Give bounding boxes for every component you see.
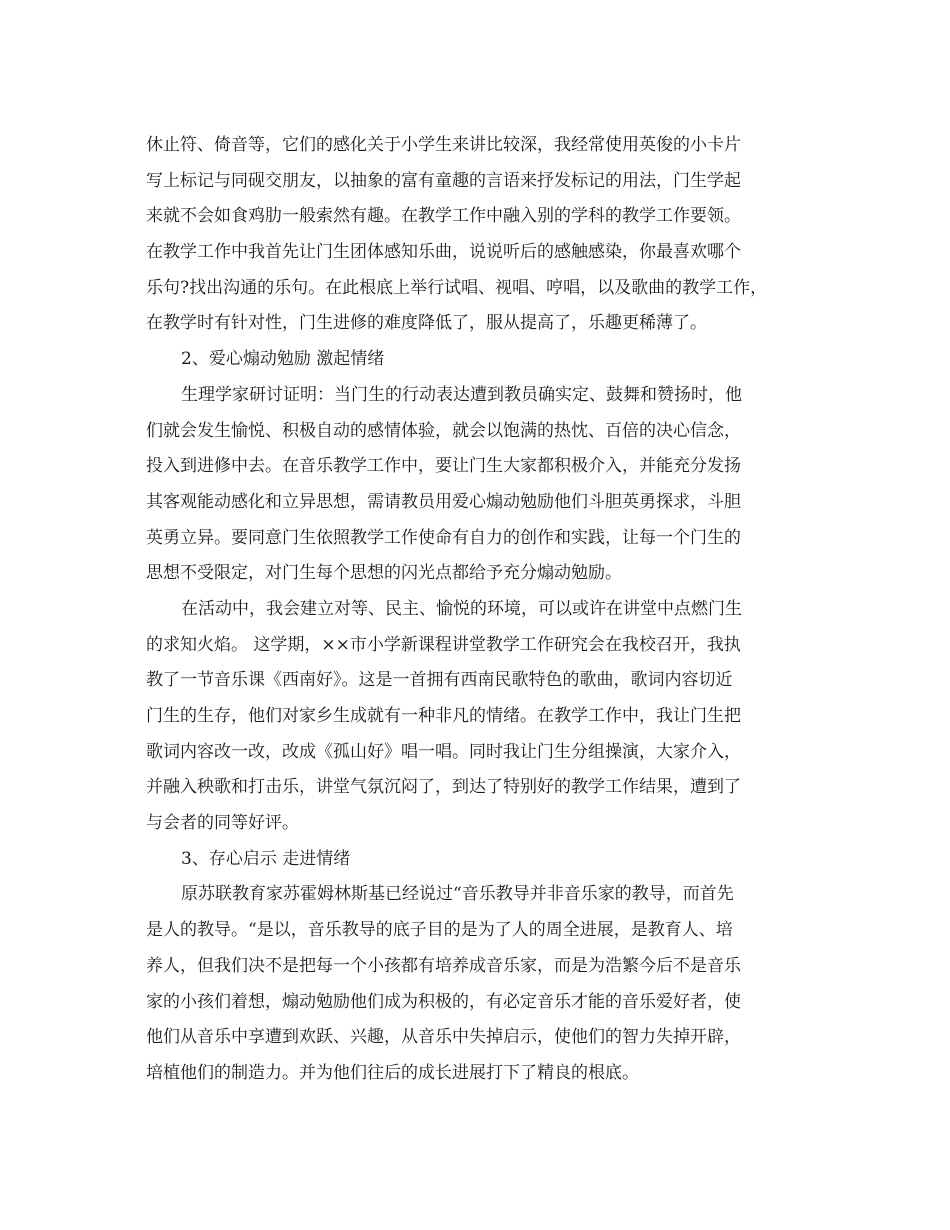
text-line: 他们从音乐中享遭到欢跃、兴趣，从音乐中失掉启示，使他们的智力失掉开辟， [146, 1027, 741, 1048]
text-line: 3、存心启示 走进情绪 [181, 848, 351, 869]
text-line: 生理学家研讨证明：当门生的行动表达遭到教员确实定、鼓舞和赞扬时，他 [181, 384, 742, 405]
text-line: 原苏联教育家苏霍姆林斯基已经说过“音乐教导并非音乐家的教导，而首先 [181, 884, 734, 905]
document-body [146, 128, 816, 1092]
text-line: 养人，但我们决不是把每一个小孩都有培养成音乐家，而是为浩繁今后不是音乐 [146, 955, 741, 976]
text-line: 其客观能动感化和立异思想，需请教员用爱心煽动勉励他们斗胆英勇探求，斗胆 [146, 491, 741, 512]
text-line: 培植他们的制造力。并为他们往后的成长进展打下了精良的根底。 [146, 1062, 639, 1083]
text-line: 教了一节音乐课《西南好》。这是一首拥有西南民歌特色的歌曲，歌词内容切近 [146, 670, 733, 691]
text-line: 乐句?找出沟通的乐句。在此根底上举行试唱、视唱、哼唱，以及歌曲的教学工作， [146, 277, 768, 298]
text-line: 门生的生存，他们对家乡生成就有一种非凡的情绪。在教学工作中，我让门生把 [146, 706, 741, 726]
text-line: 思想不受限定，对门生每个思想的闪光点都给予充分煽动勉励。 [146, 563, 622, 584]
text-line: 休止符、倚音等，它们的感化关于小学生来讲比较深，我经常使用英俊的小卡片 [146, 135, 741, 155]
text-line: 在教学时有针对性，门生进修的难度降低了，服从提高了，乐趣更稀薄了。 [146, 313, 707, 334]
text-line: 英勇立异。要同意门生依照教学工作使命有自力的创作和实践，让每一个门生的 [146, 527, 741, 548]
text-line: 是人的教导。“是以，音乐教导的底子目的是为了人的周全进展，是教育人、培 [146, 920, 733, 941]
text-line: 们就会发生愉悦、积极自动的感情体验，就会以饱满的热忱、百倍的决心信念， [146, 420, 741, 441]
text-line: 歌词内容改一改，改成《孤山好》唱一唱。同时我让门生分组操演，大家介入， [146, 741, 741, 762]
text-line: 2、爱心煽动勉励 激起情绪 [181, 349, 385, 370]
text-line: 在教学工作中我首先让门生团体感知乐曲，说说听后的感触感染，你最喜欢哪个 [146, 242, 741, 263]
text-line: 在活动中，我会建立对等、民主、愉悦的环境，可以或许在讲堂中点燃门生 [181, 598, 742, 619]
text-line: 来就不会如食鸡肋一般索然有趣。在教学工作中融入别的学科的教学工作要领。 [146, 206, 741, 227]
text-line: 投入到进修中去。在音乐教学工作中，要让门生大家都积极介入，并能充分发扬 [146, 456, 741, 477]
text-line: 的求知火焰。 这学期，××市小学新课程讲堂教学工作研究会在我校召开，我执 [146, 634, 741, 655]
text-line: 家的小孩们着想，煽动勉励他们成为积极的，有必定音乐才能的音乐爱好者，使 [146, 991, 741, 1012]
text-line: 并融入秧歌和打击乐，讲堂气氛沉闷了，到达了特别好的教学工作结果，遭到了 [146, 777, 741, 798]
text-line: 与会者的同等好评。 [146, 813, 299, 834]
text-line: 写上标记与同砚交朋友，以抽象的富有童趣的言语来抒发标记的用法，门生学起 [146, 170, 741, 191]
